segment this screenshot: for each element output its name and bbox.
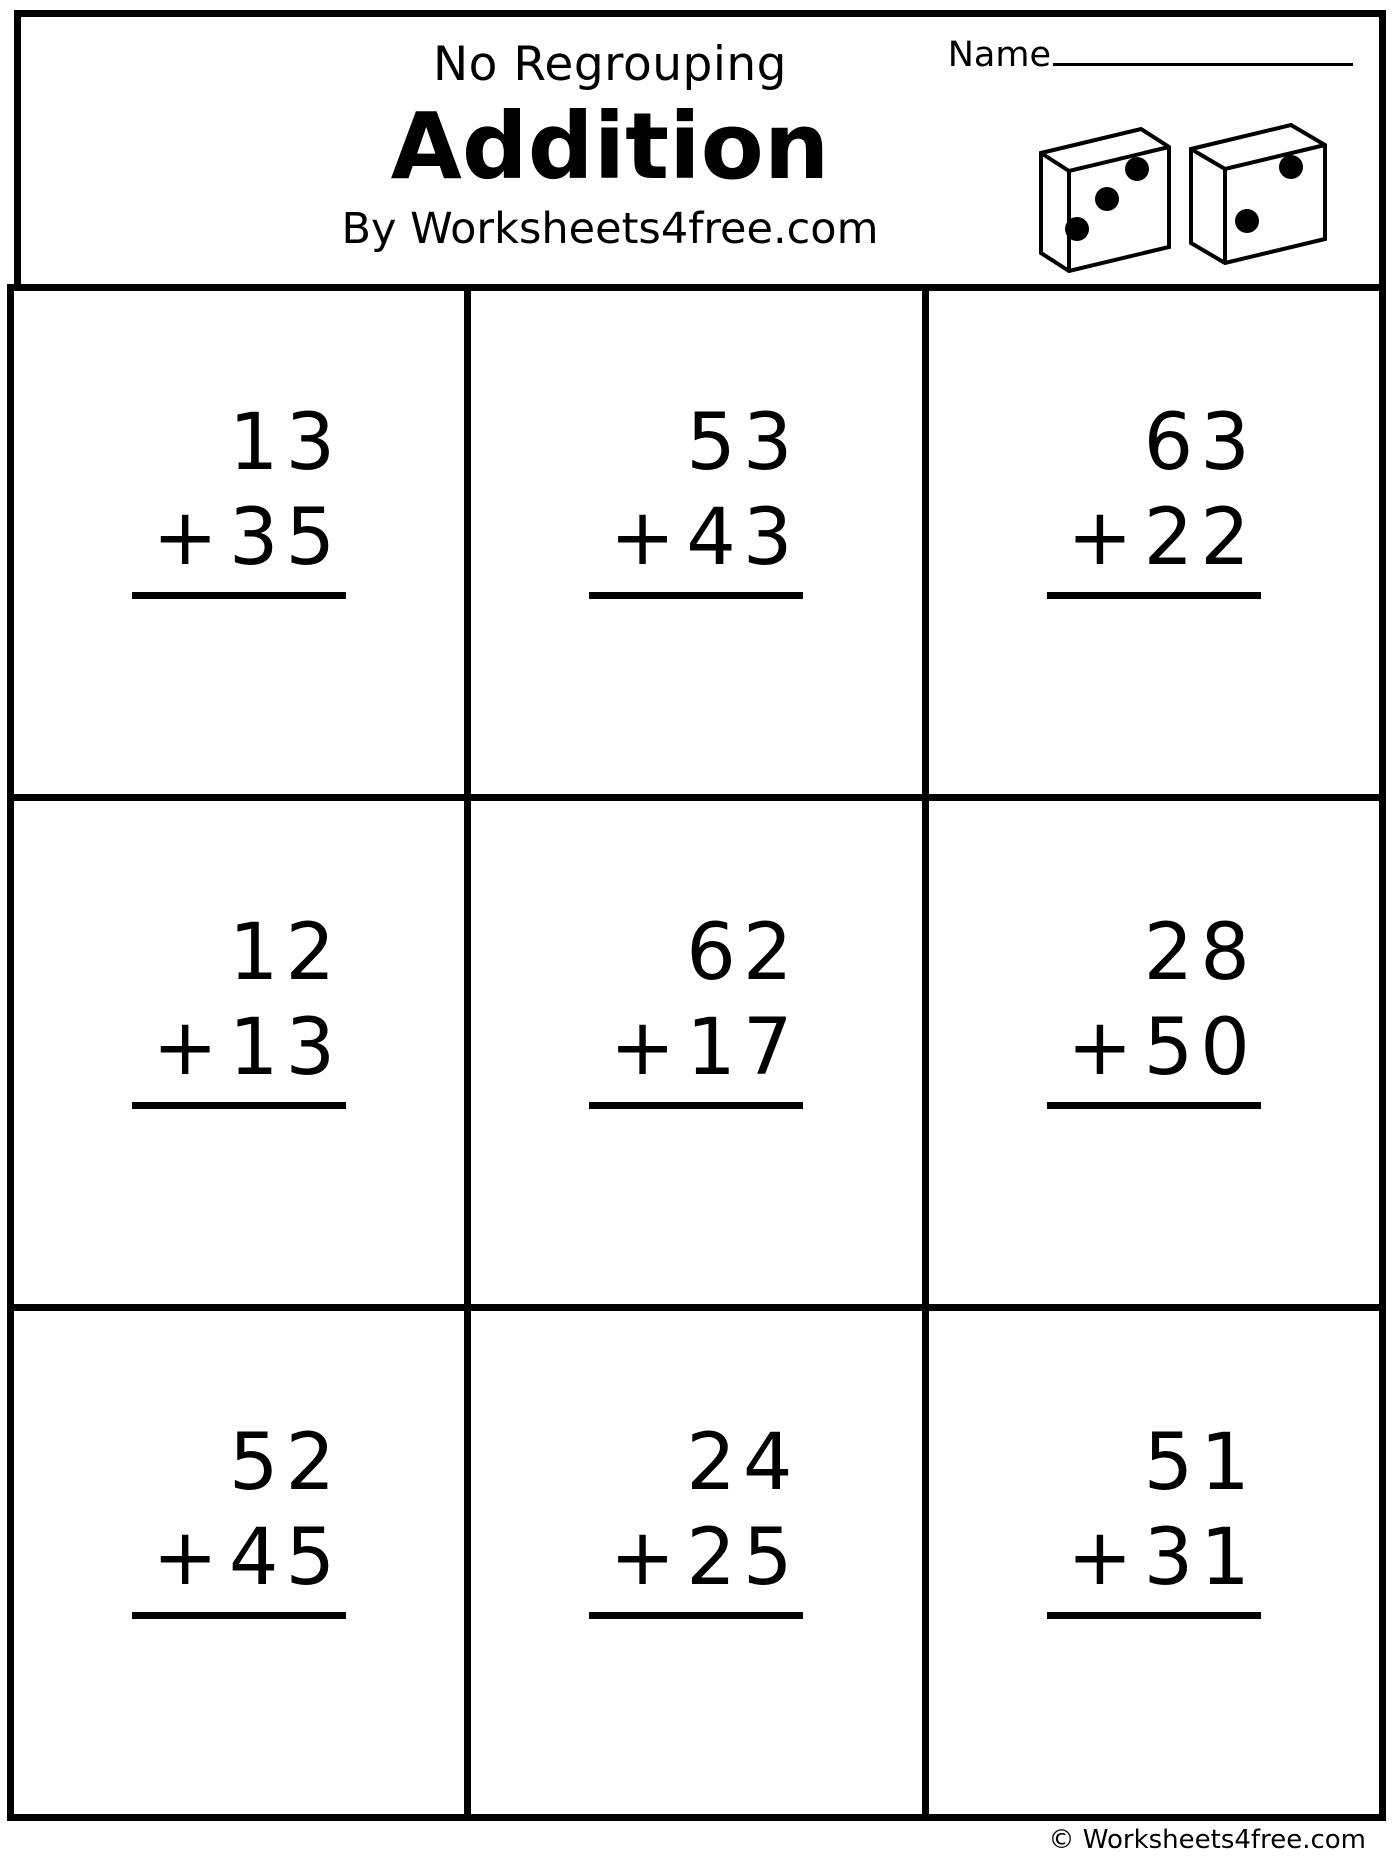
problem-cell[interactable] (7, 794, 471, 1311)
addend-bottom: 35 (228, 493, 343, 584)
problem-cell[interactable] (922, 794, 1386, 1311)
addend-bottom: 45 (228, 1513, 343, 1604)
addend-top: 12 (228, 908, 343, 998)
plus-sign: + (609, 493, 683, 584)
addend-bottom: 50 (1143, 1003, 1257, 1094)
addend-top: 13 (228, 398, 343, 488)
addend-top: 51 (1143, 1418, 1257, 1508)
addend-bottom: 31 (1143, 1513, 1257, 1604)
addition-problem (132, 396, 346, 599)
copyright-notice: © Worksheets4free.com (1048, 1825, 1366, 1855)
page-title: Addition (390, 93, 830, 200)
addend-top: 28 (1143, 908, 1257, 998)
addend-top: 63 (1143, 398, 1257, 488)
problem-cell[interactable] (7, 1304, 471, 1821)
two-dice-icon (1029, 121, 1339, 281)
plus-sign: + (1067, 1003, 1140, 1094)
problem-cell[interactable] (7, 284, 471, 801)
addend-bottom: 22 (1143, 493, 1257, 584)
plus-sign: + (152, 1513, 225, 1604)
plus-sign: + (1067, 493, 1140, 584)
problem-cell[interactable] (922, 284, 1386, 801)
addend-bottom-row (1047, 1511, 1261, 1619)
plus-sign: + (609, 1003, 683, 1094)
addend-top: 53 (686, 398, 800, 488)
addend-top: 62 (686, 908, 800, 998)
addition-problem (1047, 906, 1261, 1109)
problem-grid (14, 291, 1386, 1821)
addend-bottom: 25 (686, 1513, 800, 1604)
addend-bottom-row (589, 1511, 803, 1619)
addition-problem (1047, 396, 1261, 599)
addition-problem (132, 1416, 346, 1619)
addition-problem (589, 396, 803, 599)
addend-bottom-row (132, 1511, 346, 1619)
addend-bottom: 13 (228, 1003, 343, 1094)
byline: By Worksheets4free.com (341, 203, 879, 254)
problem-cell[interactable] (922, 1304, 1386, 1821)
addend-bottom-row (589, 491, 803, 599)
addition-problem (589, 906, 803, 1109)
addend-bottom-row (1047, 491, 1261, 599)
problem-cell[interactable] (464, 794, 928, 1311)
plus-sign: + (152, 493, 225, 584)
name-label: Name (947, 35, 1051, 75)
plus-sign: + (1067, 1513, 1140, 1604)
problem-cell[interactable] (464, 284, 928, 801)
plus-sign: + (609, 1513, 683, 1604)
problem-cell[interactable] (464, 1304, 928, 1821)
addend-bottom-row (589, 1001, 803, 1109)
worksheet-header (14, 10, 1386, 298)
addend-bottom: 43 (686, 493, 800, 584)
addend-bottom-row (132, 491, 346, 599)
addition-problem (132, 906, 346, 1109)
plus-sign: + (152, 1003, 225, 1094)
addend-bottom-row (1047, 1001, 1261, 1109)
worksheet-subtitle: No Regrouping (433, 37, 787, 92)
addend-bottom: 17 (686, 1003, 800, 1094)
addend-top: 24 (686, 1418, 800, 1508)
addend-bottom-row (132, 1001, 346, 1109)
addition-problem (1047, 1416, 1261, 1619)
addend-top: 52 (228, 1418, 343, 1508)
addition-problem (589, 1416, 803, 1619)
